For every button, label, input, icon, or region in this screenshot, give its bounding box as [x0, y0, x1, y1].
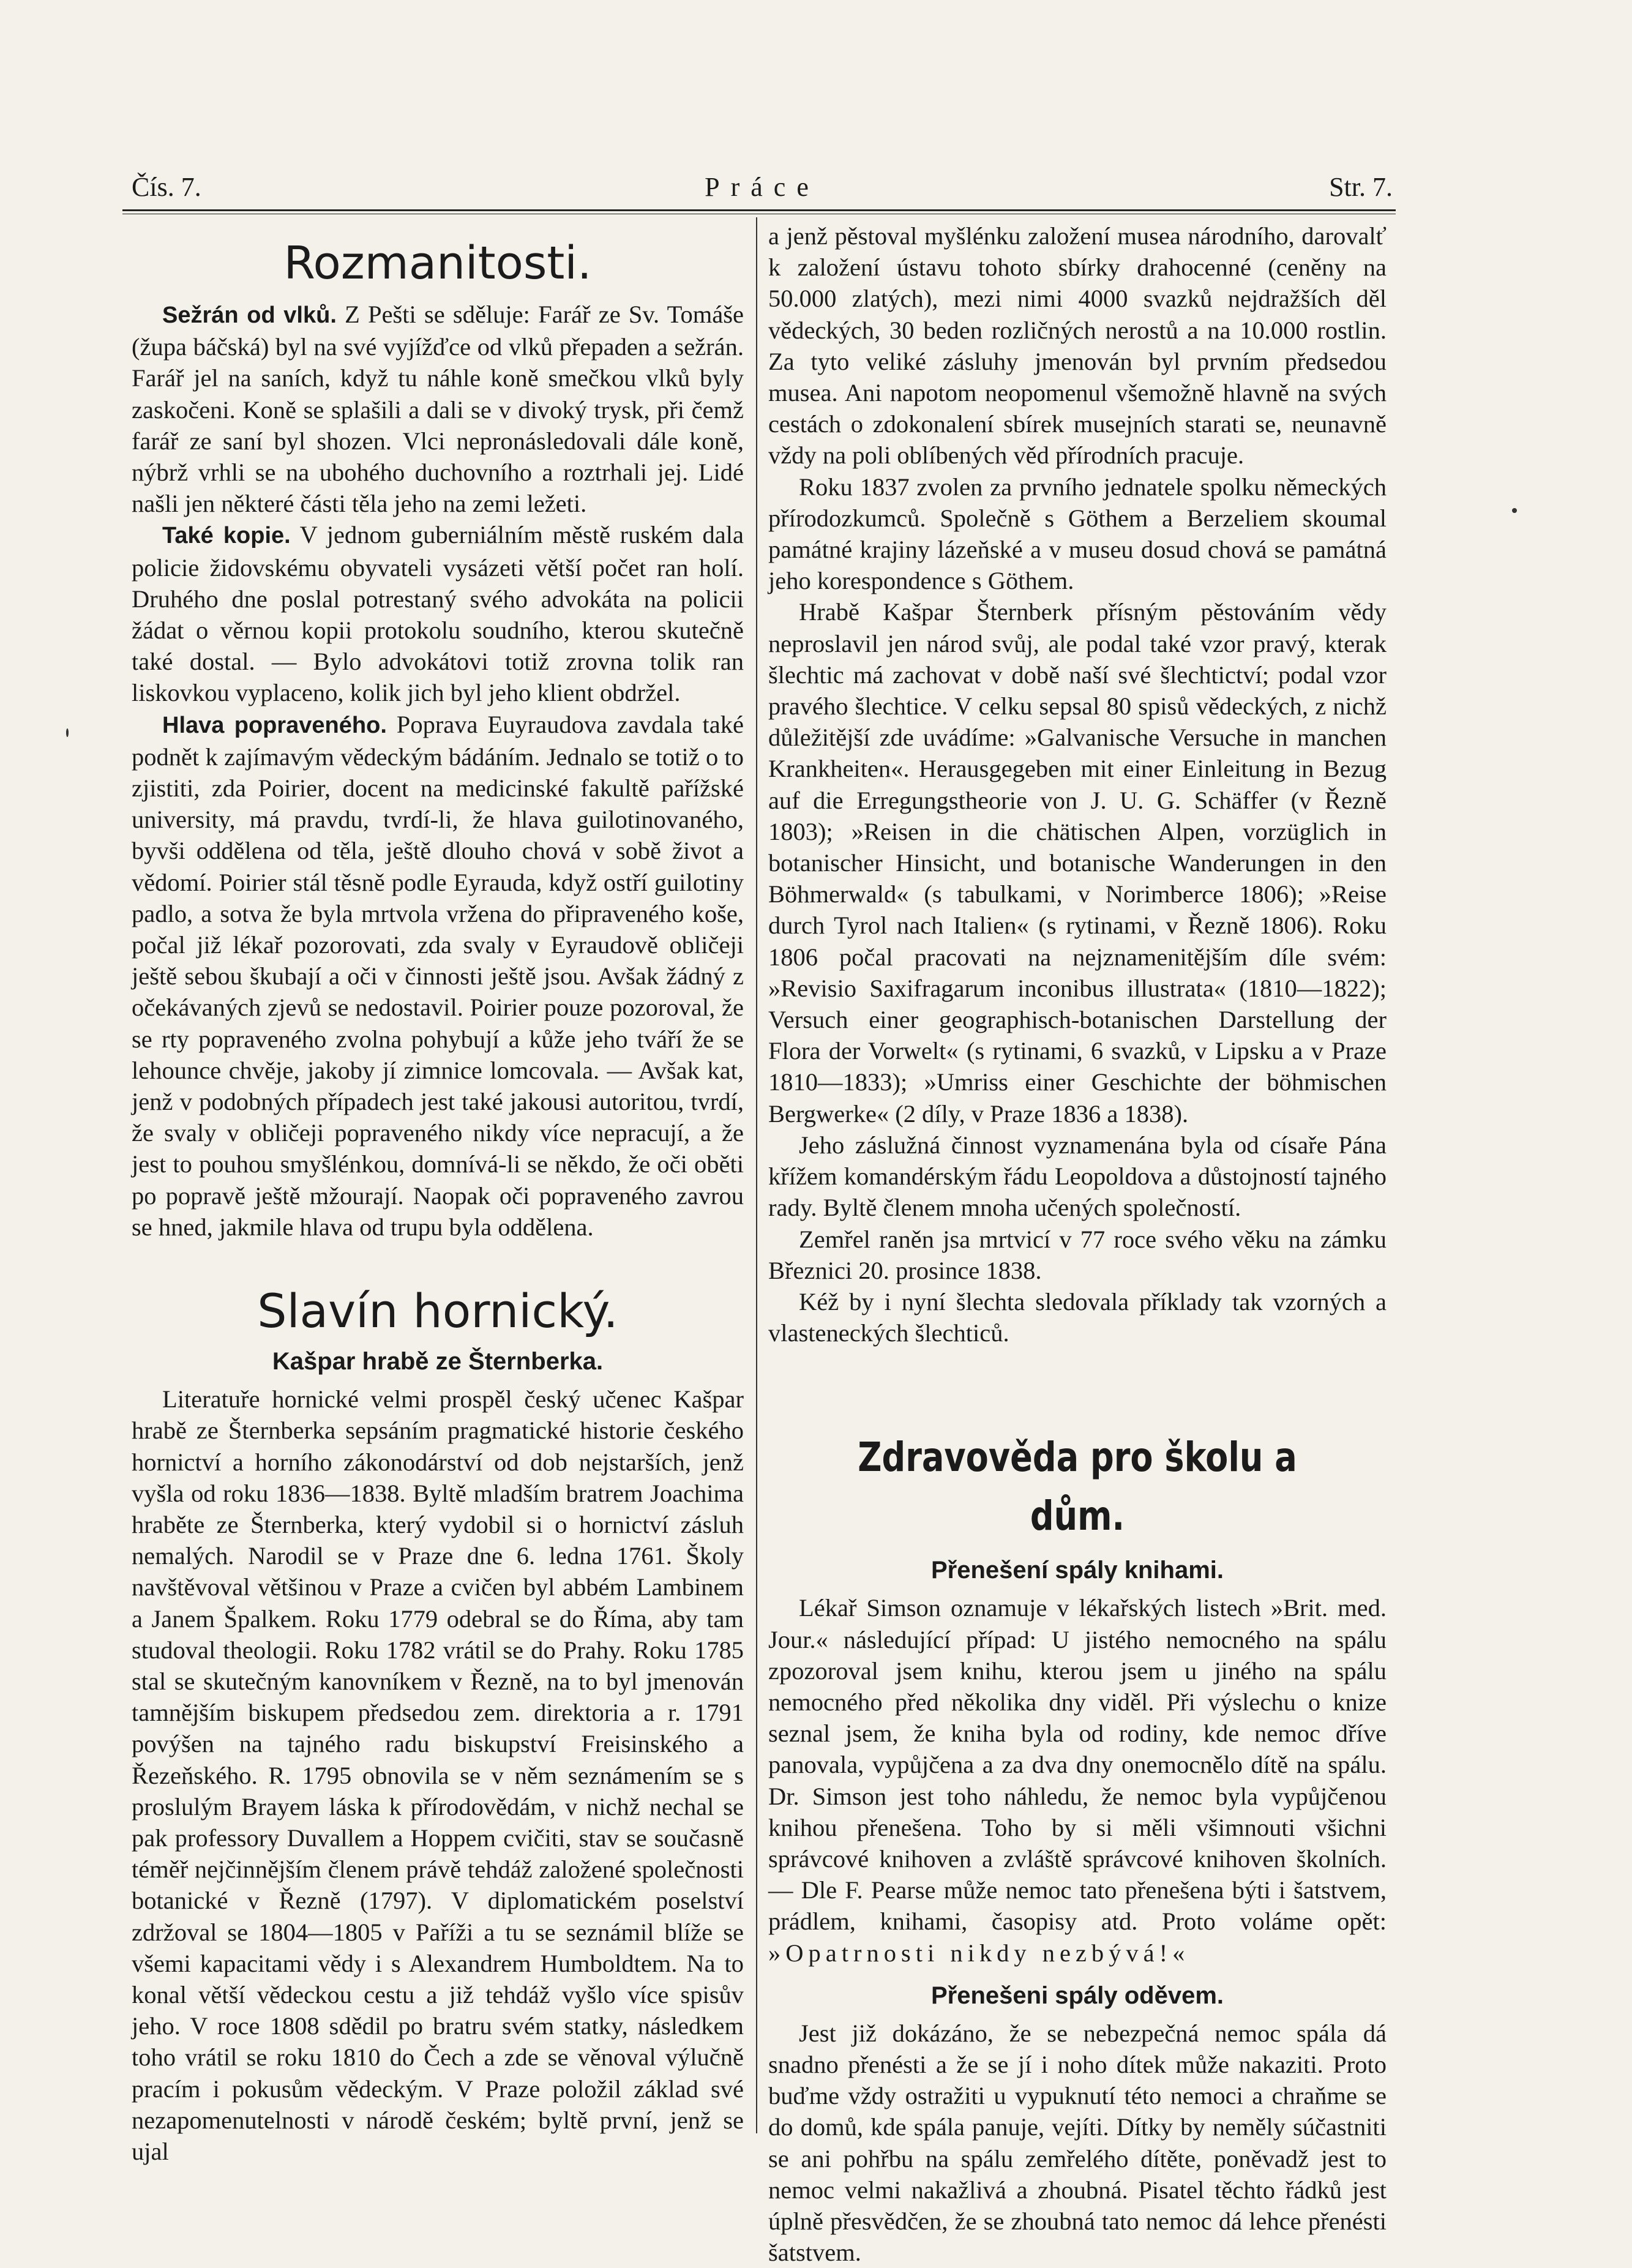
section-title-rozmanitosti: Rozmanitosti.: [283, 237, 592, 290]
left-column: [132, 220, 744, 2167]
article-text: V jednom guberniálním městě ruském dala policie židovskému obyvateli vysázeti větší počet ran holí. Druhého dne poslal potrestaný svého advokáta na policii žádat o věrnou kopii protokolu soudního, kterou skutečně také dostal. — Bylo advokátovi totiž zrovna tolik ran liskovkou vyplaceno, kolik jich byl jeho klient obdržel.: [132, 521, 744, 707]
runin-heading: Také kopie.: [162, 523, 291, 549]
article-paragraph: Kéž by i nyní šlechta sledovala příklady tak vzorných a vlasteneckých šlechticů.: [768, 1287, 1387, 1347]
section-subtitle: Přenešeni spály oděvem.: [930, 1982, 1224, 2009]
article-text: Lékař Simson oznamuje v lékařských listech »Brit. med. Jour.« následující případ: U jistého nemocného na spálu zpozoroval jsem knihu, kterou jsem u jiného na spálu nemocného před několika dny viděl. Při výslechu o knize seznal jsem, že kniha byla od rodiny, kde nemoc dříve panovala, vypůjčena a za dva dny onemocnělo dítě na spálu. Dr. Simson jest toho náhledu, že nemoc byla vypůjčenou knihou přenešena. Toho by si měli všimnouti všichni správcové knihoven a zvláště správcové knihoven školních. — Dle F. Pearse může nemoc tato přenešena býti i šatstvem, prádlem, knihami, časopisy atd. Proto voláme opět:: [768, 1594, 1387, 1936]
right-column: [768, 220, 1387, 2268]
column-divider: [756, 217, 757, 2133]
article-paragraph: Jeho záslužná činnost vyznamenána byla od císaře Pána křížem komandérským řádu Leopoldova a důstojností tajného rady. Byltě členem mnoha učených společností.: [768, 1131, 1387, 1222]
section-subtitle: Kašpar hrabě ze Šternberka.: [272, 1348, 604, 1375]
article-paragraph: Roku 1837 zvolen za prvního jednatele spolku německých přírodozkumců. Společně s Göthem a Berzeliem skoumal památné krajiny lázeňské a v museu dosud chová se památná jeho korespondence s Göthem.: [768, 473, 1387, 595]
masthead-title: Práce: [705, 172, 820, 202]
article-kopie: [132, 519, 744, 708]
section-subtitle: Přenešení spály knihami.: [931, 1557, 1224, 1584]
page-header: [132, 165, 1393, 208]
article-paragraph: Zemřel raněn jsa mrtvicí v 77 roce svého věku na zámku Březnici 20. prosince 1838.: [768, 1225, 1387, 1284]
section-title-slavin: Slavín hornický.: [257, 1284, 618, 1339]
emphasis-text: »Opatrnosti nikdy nezbývá!«: [768, 1939, 1190, 1967]
article-paragraph: Literatuře hornické velmi prospěl český učenec Kašpar hrabě ze Šternberka sepsáním pragmatické historie českého hornictví a horního zákonodárství od dob nejstarších, jenž vyšla od roku 1836—1838. Byltě mladším bratrem Joachima hraběte ze Šternberka, který vydobil si o hornictví zásluh nemalých. Narodil se v Praze dne 6. ledna 1761. Školy navštěvoval většinou v Praze a cvičen byl abbém Lambinem a Janem Špalkem. Roku 1779 odebral se do Říma, aby tam studoval theologii. Roku 1782 vrátil se do Prahy. Roku 1785 stal se skutečným kanovníkem v Řezně, na to byl jmenován tamnějším biskupem předsedou zem. direktoria a r. 1791 povýšen na tajného radu biskupství Freisinského a Řezeňského. R. 1795 obnovila se v něm seznámením se s proslulým Brayem láska k přírodovědám, v nichž nechal se pak professory Duvallem a Hoppem cvičiti, stav se současně téměř nejčinnějším členem právě tehdáž založené společnosti botanické v Řezně (1797). V diplomatickém poselství zdržoval se 1804—1805 v Paříži a tu se seznámil blíže se všemi kapacitami vědy i s Alexandrem Humboldtem. Na to konal větší vědeckou cestu a již tehdáž vyšlo více spisův jeho. V roce 1808 sdědil po bratru svém statky, následkem toho vrátil se roku 1810 do Čech a zde se věnoval výlučně pracím i pokusům vědeckým. V Praze položil základ své nezapomenutelnosti v národě českém; byltě první, jenž se ujal: [132, 1385, 744, 2165]
article-hlava: [132, 709, 744, 1243]
header-double-rule: [122, 209, 1396, 214]
article-text: Z Pešti se sděluje: Farář ze Sv. Tomáše (župa báčská) byl na své vyjížďce od vlků přepaden a sežrán. Farář jel na saních, když tu náhle koně smečkou vlků byly zaskočeni. Koně se splašili a dali se v divoký trysk, při čemž farář ze saní byl shozen. Vlci nepronásledovali dále koně, nýbrž vrhli se na ubohého duchovního a roztrhali jej. Lidé našli jen některé části těla jeho na zemi ležeti.: [132, 301, 744, 518]
article-paragraph: a jenž pěstoval myšlénku založení musea národního, darovalť k založení ústavu tohoto sbírky drahocenné (ceněny na 50.000 zlatých), mezi nimi 4000 svazků nejdražších děl vědeckých, 30 beden rozličných nerostů a na 10.000 rostlin. Za tyto veliké zásluhy jmenován byl prvním předsedou musea. Ani napotom neopomenul všemožně hlavně na svých cestách o zdokonalení sbírek musejních starati se, neunavně vždy na poli oblíbených věd přírodních pracuje.: [768, 222, 1387, 470]
article-paragraph: Jest již dokázáno, že se nebezpečná nemoc spála dá snadno přenésti a že se jí i noho dítek může nakaziti. Proto buďme vždy ostražiti u vypuknutí této nemoci a chraňme se do domů, kde spála panuje, vejíti. Dítky by neměly súčastniti se ani pohřbu na spálu zemřelého dítěte, poněvadž jest to nemoc velmi nakažlivá a zhoubná. Pisatel těchto řádků jest úplně přesvědčen, že se zhoubná tato nemoc dá lehce přenésti šatstvem.: [768, 2019, 1387, 2267]
page-number: Str. 7.: [1329, 172, 1393, 202]
article-vlci: [132, 299, 744, 519]
article-paragraph: [768, 1592, 1387, 1968]
runin-heading: Hlava popraveného.: [162, 712, 387, 738]
section-title-zdravoveda: Zdravověda pro školu a dům.: [858, 1434, 1297, 1540]
article-paragraph: Hrabě Kašpar Šternberk přísným pěstováním vědy neproslavil jen národ svůj, ale podal také vzor pravý, kterak šlechtic má zachovat v době naší své šlechtictví; podal vzor pravého šlechtice. V celku sepsal 80 spisů vědeckých, z nichž důležitější zde uvádíme: »Galvanische Versuche in manchen Krankheiten«. Herausgegeben mit einer Einleitung in Bezug auf die Erregungstheorie von J. U. G. Schäffer (v Řezně 1803); »Reisen in die chätischen Alpen, vorzüglich in botanischer Hinsicht, und botanische Wanderungen in den Böhmerwald« (s tabulkami, v Norimberce 1806); »Reise durch Tyrol nach Italien« (s rytinami, v Řezně 1806). Roku 1806 počal pracovati na nejznamenitějším díle svém: »Revisio Saxifragarum inconibus illustrata« (1810—1822); Versuch einer geographisch-botanischen Darstellung der Flora der Vorwelt« (s rytinami, 6 svazků, v Lipsku a v Praze 1810—1833); »Umriss einer Geschichte der böhmischen Bergwerke« (2 díly, v Praze 1836 a 1838).: [768, 598, 1387, 1128]
runin-heading: Sežrán od vlků.: [162, 302, 337, 328]
print-speck: [66, 728, 69, 737]
print-speck: [1512, 508, 1517, 513]
issue-number: Čís. 7.: [132, 172, 201, 202]
article-text: Poprava Euyraudova zavdala také podnět k zajímavým vědeckým bádáním. Jednalo se totiž o to zjistiti, zda Poirier, docent na medicinské fakultě pařížské university, má pravdu, tvrdí-li, že hlava guilotinovaného, byvši oddělena od těla, ještě dlouho chová v sobě život a vědomí. Poirier stál těsně podle Eyrauda, když ostří guilotiny padlo, a sotva že byla mrtvola vržena do připraveného koše, počal již lékař pozorovati, zda svaly v Eyraudově obličeji ještě sebou škubají a oči v činnosti ještě jsou. Avšak žádný z očekávaných zjevů se nedostavil. Poirier pouze pozoroval, že se rty popraveného zvolna pohybují a kůže jeho tváří že se lehounce chvěje, jakoby jí zimnice lomcovala. — Avšak kat, jenž v podobných případech jest také jakousi autoritou, tvrdí, že svaly v obličeji popraveného nikdy více nepracují, a že jest to pouhou smyšlénkou, domnívá-li se někdo, že oči oběti po popravě ještě mžourají. Naopak oči popraveného zavrou se hned, jakmile hlava od trupu byla oddělena.: [132, 710, 744, 1241]
